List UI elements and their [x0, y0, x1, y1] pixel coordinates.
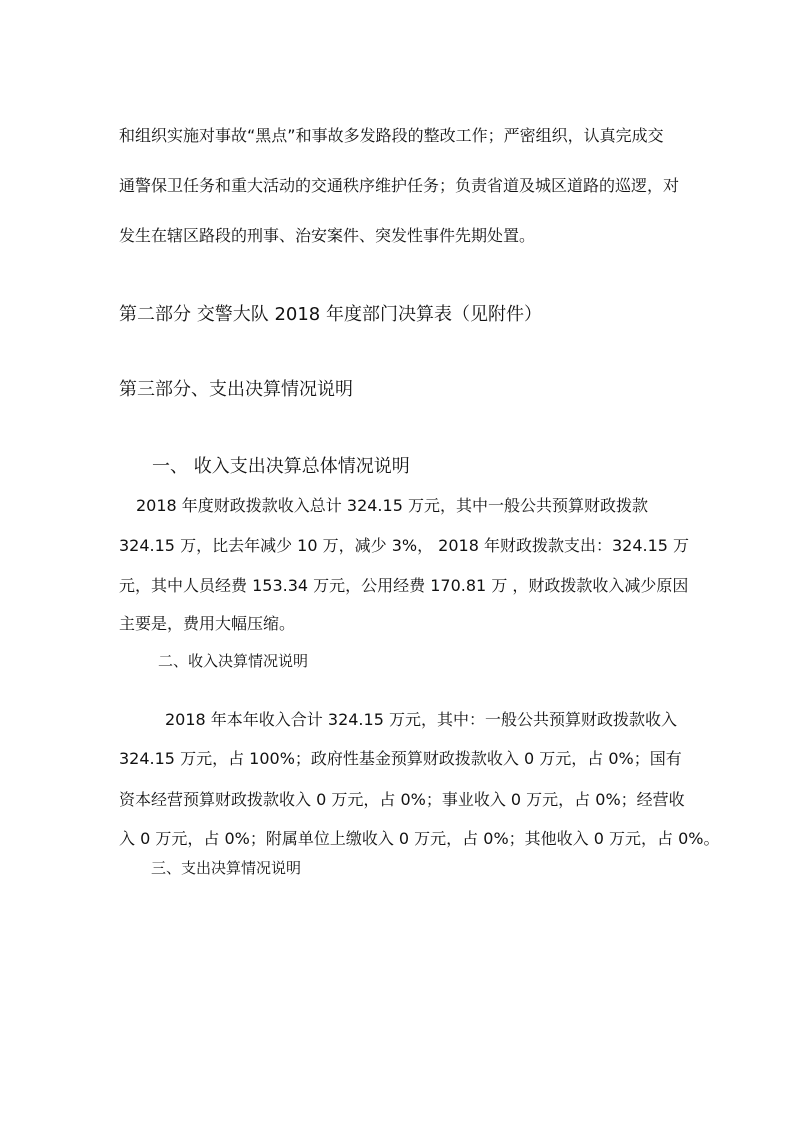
section2-line-2: 324.15 万元，占 100%；政府性基金预算财政拨款收入 0 万元，占 0%；国有 [119, 749, 682, 768]
section1-line-1: 2018 年度财政拨款收入总计 324.15 万元，其中一般公共预算财政拨款 [136, 496, 648, 515]
section2-heading: 二、收入决算情况说明 [158, 652, 309, 670]
section1-heading: 一、 收入支出决算总体情况说明 [152, 456, 410, 477]
section1-line-3: 元，其中人员经费 153.34 万元，公用经费 170.81 万 ，财政拨款收入减少原因 [119, 576, 689, 595]
section3-heading: 三、支出决算情况说明 [151, 859, 302, 877]
part2-heading: 第二部分 交警大队 2018 年度部门决算表（见附件） [119, 304, 542, 325]
section1-line-4: 主要是，费用大幅压缩。 [119, 614, 296, 633]
intro-line-2: 通警保卫任务和重大活动的交通秩序维护任务；负责省道及城区道路的巡逻，对 [119, 176, 680, 195]
part3-heading: 第三部分、支出决算情况说明 [119, 379, 353, 400]
section2-line-3: 资本经营预算财政拨款收入 0 万元，占 0%；事业收入 0 万元，占 0%；经营收 [119, 790, 685, 809]
intro-line-3: 发生在辖区路段的刑事、治安案件、突发性事件先期处置。 [119, 226, 536, 245]
section2-line-1: 2018 年本年收入合计 324.15 万元，其中：一般公共预算财政拨款收入 [165, 710, 677, 729]
section1-line-2: 324.15 万，比去年减少 10 万，减少 3%， 2018 年财政拨款支出：324.15 万 [119, 536, 690, 555]
intro-line-1: 和组织实施对事故“黑点”和事故多发路段的整改工作；严密组织，认真完成交 [119, 126, 664, 145]
section2-line-4: 入 0 万元，占 0%；附属单位上缴收入 0 万元，占 0%；其他收入 0 万元，占 0%。 [119, 829, 720, 848]
